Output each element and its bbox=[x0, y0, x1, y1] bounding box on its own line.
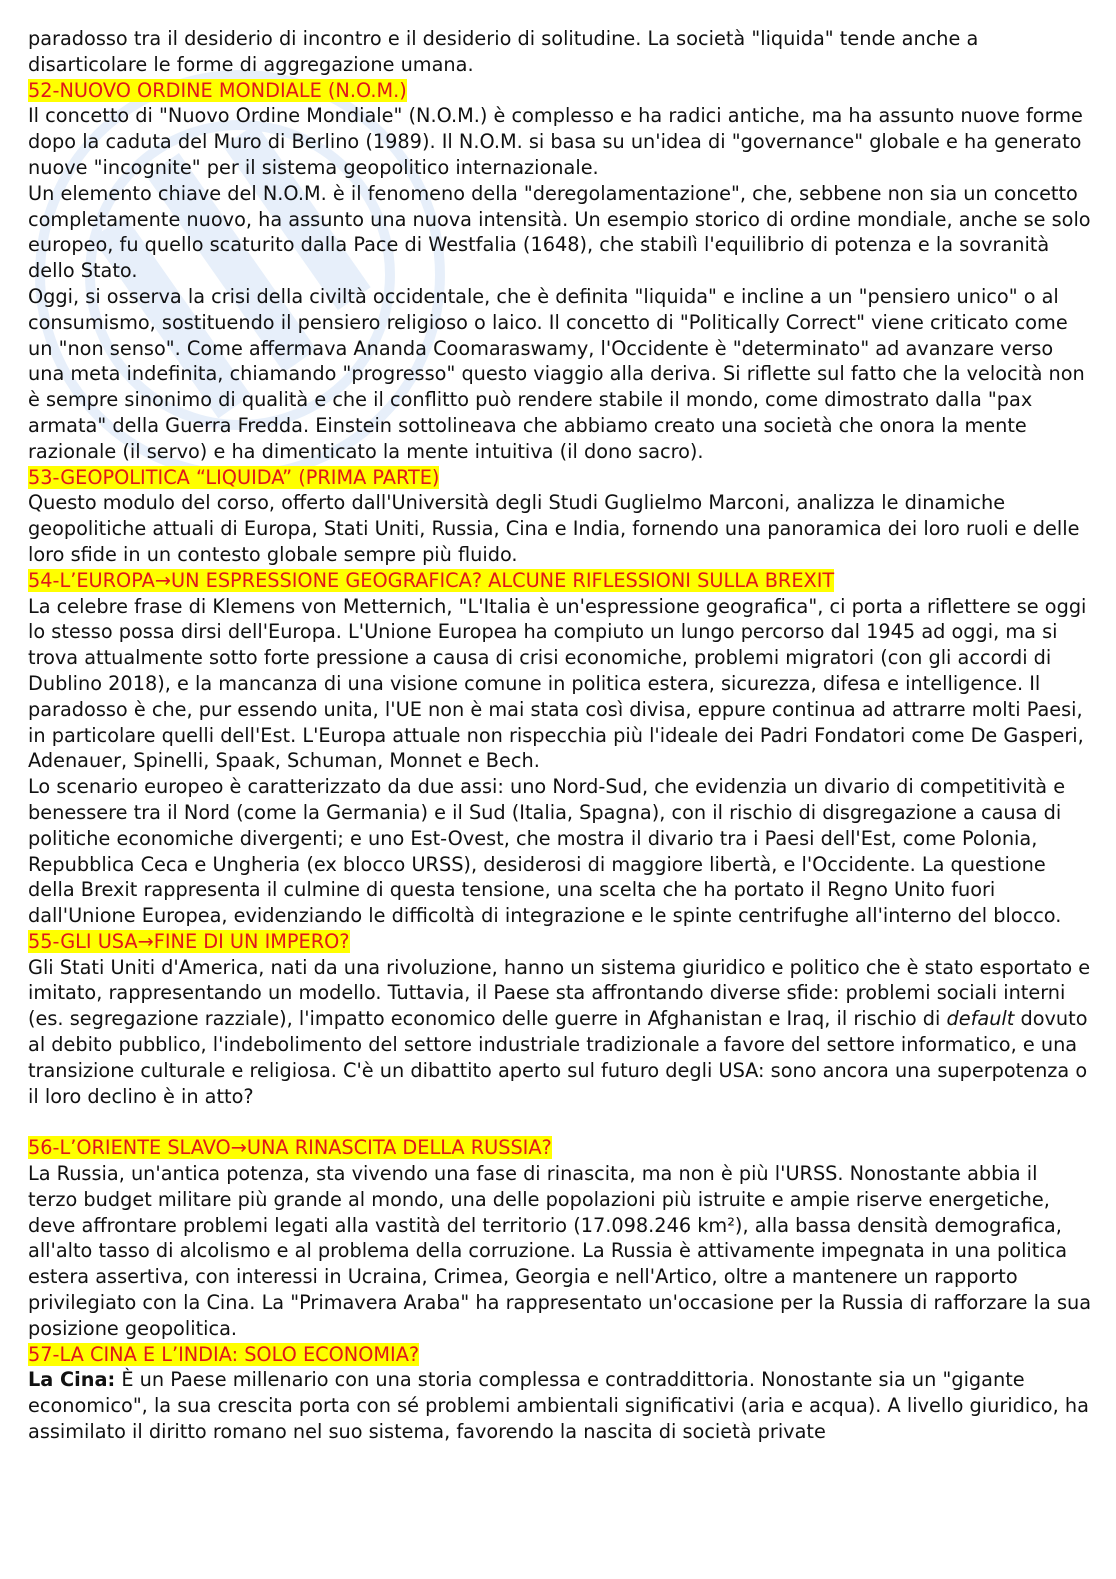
section-heading-text: 54-L’EUROPA→UN ESPRESSIONE GEOGRAFICA? ALCUNE RIFLESSIONI SULLA BREXIT bbox=[28, 568, 835, 592]
paragraph: La Russia, un'antica potenza, sta vivendo una fase di rinascita, ma non è più l'URSS. Nonostante abbia il terzo budget militare più grande al mondo, una delle popolazioni più istruite e ampie riserve energetiche, deve affrontare problemi legati alla vastità del territorio (17.098.246 km²), alla bassa densità demografica, all'alto tasso di alcolismo e al problema della corruzione. La Russia è attivamente impegnata in una politica estera assertiva, con interessi in Ucraina, Crimea, Georgia e nell'Artico, oltre a mantenere un rapporto privilegiato con la Cina. La "Primavera Araba" ha rappresentato un'occasione per la Russia di rafforzare la sua posizione geopolitica. bbox=[28, 1162, 1092, 1340]
paragraph: Questo modulo del corso, offerto dall'Università degli Studi Guglielmo Marconi, analizza le dinamiche geopolitiche attuali di Europa, Stati Uniti, Russia, Cina e India, fornendo una panoramica dei loro ruoli e delle loro sfide in un contesto globale sempre più fluido. bbox=[28, 491, 1080, 566]
document-page bbox=[28, 26, 1092, 1445]
paragraph: paradosso tra il desiderio di incontro e il desiderio di solitudine. La società "liquida" tende anche a disarticolare le forme di aggregazione umana. bbox=[28, 27, 979, 76]
section-heading bbox=[28, 568, 1092, 594]
section-heading bbox=[28, 1342, 1092, 1368]
section-heading-text: 53-GEOPOLITICA “LIQUIDA” (PRIMA PARTE) bbox=[28, 465, 440, 489]
paragraph bbox=[28, 1367, 1092, 1444]
section-heading bbox=[28, 929, 1092, 955]
section-heading-text: 56-L’ORIENTE SLAVO→UNA RINASCITA DELLA RUSSIA? bbox=[28, 1136, 552, 1160]
section-heading-text: 52-NUOVO ORDINE MONDIALE (N.O.M.) bbox=[28, 78, 407, 102]
blank-line bbox=[28, 1109, 1092, 1135]
section-heading bbox=[28, 1135, 1092, 1161]
paragraph: Il concetto di "Nuovo Ordine Mondiale" (N.O.M.) è complesso e ha radici antiche, ma ha assunto nuove forme dopo la caduta del Muro di Berlino (1989). Il N.O.M. si basa su un'idea di "governance" globale e ha generato nuove "incognite" per il sistema geopolitico internazionale. bbox=[28, 104, 1083, 179]
paragraph: Un elemento chiave del N.O.M. è il fenomeno della "deregolamentazione", che, sebbene non sia un concetto completamente nuovo, ha assunto una nuova intensità. Un esempio storico di ordine mondiale, anche se solo europeo, fu quello scaturito dalla Pace di Westfalia (1648), che stabilì l'equilibrio di potenza e la sovranità dello Stato. bbox=[28, 181, 1091, 283]
paragraph: Lo scenario europeo è caratterizzato da due assi: uno Nord-Sud, che evidenzia un divario di competitività e benessere tra il Nord (come la Germania) e il Sud (Italia, Spagna), con il rischio di disgregazione a causa di politiche economiche divergenti; e uno Est-Ovest, che mostra il divario tra i Paesi dell'Est, come Polonia, Repubblica Ceca e Ungheria (ex blocco URSS), desiderosi di maggiore libertà, e l'Occidente. La questione della Brexit rappresenta il culmine di questa tensione, una scelta che ha portato il Regno Unito fuori dall'Unione Europea, evidenziando le difficoltà di integrazione e le spinte centrifughe all'interno del blocco. bbox=[28, 775, 1066, 928]
bold-label: La Cina: bbox=[28, 1368, 116, 1392]
section-heading-text: 57-LA CINA E L’INDIA: SOLO ECONOMIA? bbox=[28, 1342, 420, 1366]
paragraph: La celebre frase di Klemens von Metternich, "L'Italia è un'espressione geografica", ci porta a riflettere se oggi lo stesso possa dirsi dell'Europa. L'Unione Europea ha compiuto un lungo percorso dal 1945 ad oggi, ma si trova attualmente sotto forte pressione a causa di crisi economiche, problemi migratori (con gli accordi di Dublino 2018), e la mancanza di una visione comune in politica estera, sicurezza, difesa e intelligence. Il paradosso è che, pur essendo unita, l'UE non è mai stata così divisa, eppure continua ad attrarre molti Paesi, in particolare quelli dell'Est. L'Europa attuale non rispecchia più l'ideale dei Padri Fondatori come De Gasperi, Adenauer, Spinelli, Spaak, Schuman, Monnet e Bech. bbox=[28, 594, 1087, 773]
paragraph bbox=[28, 955, 1092, 1110]
section-heading-text: 55-GLI USA→FINE DI UN IMPERO? bbox=[28, 929, 350, 953]
section-heading bbox=[28, 78, 1092, 104]
italic-term: default bbox=[946, 1007, 1015, 1031]
paragraph-text: Gli Stati Uniti d'America, nati da una rivoluzione, hanno un sistema giuridico e politico che è stato esportato e imitato, rappresentando un modello. Tuttavia, il Paese sta affrontando diverse sfide: problemi sociali interni (es. segregazione razziale), l'impatto economico delle guerre in Afghanistan e Iraq, il rischio di bbox=[28, 955, 1091, 1031]
section-heading bbox=[28, 465, 1092, 491]
paragraph: Oggi, si osserva la crisi della civiltà occidentale, che è definita "liquida" e incline a un "pensiero unico" o al consumismo, sostituendo il pensiero religioso o laico. Il concetto di "Politically Correct" viene criticato come un "non senso". Come affermava Ananda Coomaraswamy, l'Occidente è "determinato" ad avanzare verso una meta indefinita, chiamando "progresso" questo viaggio alla deriva. Si riflette sul fatto che la velocità non è sempre sinonimo di qualità e che il conflitto può rendere stabile il mondo, come dimostrato dalla "pax armata" della Guerra Fredda. Einstein sottolineava che abbiamo creato una società che onora la mente razionale (il servo) e ha dimenticato la mente intuitiva (il dono sacro). bbox=[28, 284, 1085, 463]
paragraph-text: È un Paese millenario con una storia complessa e contraddittoria. Nonostante sia un "gigante economico", la sua crescita porta con sé problemi ambientali significativi (aria e acqua). A livello giuridico, ha assimilato il diritto romano nel suo sistema, favorendo la nascita di società private bbox=[28, 1368, 1089, 1444]
paragraph-text: dovuto al debito pubblico, l'indebolimento del settore industriale tradizionale a favore del settore informatico, e una transizione culturale e religiosa. C'è un dibattito aperto sul futuro degli USA: sono ancora una superpotenza o il loro declino è in atto? bbox=[28, 1007, 1088, 1108]
